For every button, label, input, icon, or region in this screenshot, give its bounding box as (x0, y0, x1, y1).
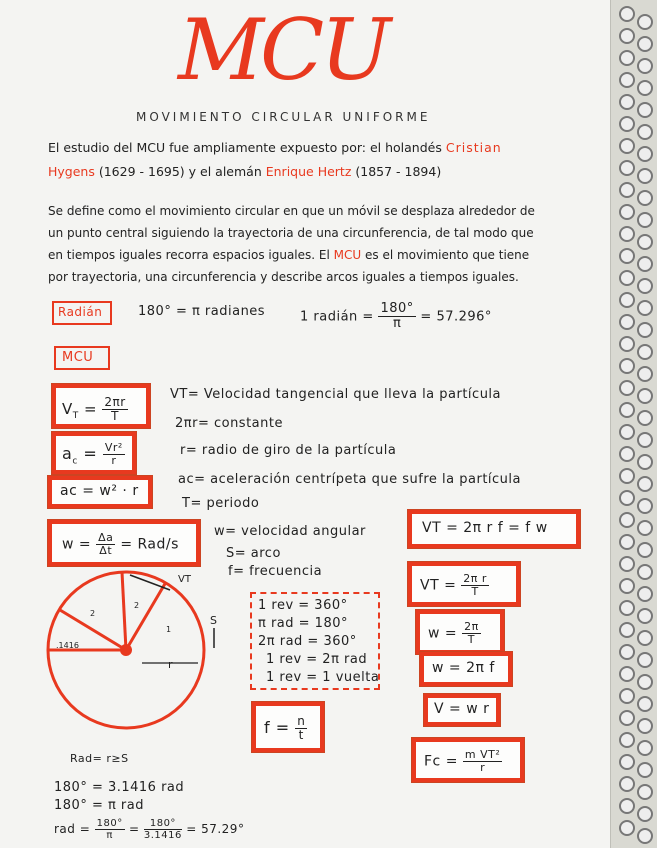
formula-r5: V = w r (434, 701, 490, 717)
definition-line-2: un punto central siguiendo la trayectoria de una circunferencia, de tal modo que (48, 226, 534, 240)
spiral-ring (619, 732, 635, 748)
conversion-box (250, 592, 380, 690)
spiral-ring (619, 204, 635, 220)
spiral-ring (619, 358, 635, 374)
spiral-ring (637, 366, 653, 382)
spiral-ring (637, 542, 653, 558)
spiral-ring (619, 446, 635, 462)
formula-r2-box (408, 562, 520, 606)
spiral-ring (619, 380, 635, 396)
spiral-ring (637, 278, 653, 294)
page-subtitle: MOVIMIENTO CIRCULAR UNIFORME (136, 110, 431, 124)
spiral-ring (619, 336, 635, 352)
spiral-ring (619, 50, 635, 66)
spiral-ring (619, 512, 635, 528)
spiral-ring (637, 234, 653, 250)
label-pi: .1416 (56, 641, 79, 650)
def-f: f= frecuencia (228, 564, 323, 579)
formula-r1: VT = 2π r f = f w (422, 520, 548, 536)
spiral-ring (619, 28, 635, 44)
spiral-ring (637, 432, 653, 448)
notebook-spiral-edge (610, 0, 657, 848)
spiral-ring (619, 666, 635, 682)
spiral-ring (619, 754, 635, 770)
label-1: 1 (166, 625, 172, 634)
spiral-ring (637, 146, 653, 162)
formula-r6: Fc = $\frac{\text{m VT²}}{r}$ (424, 748, 501, 775)
spiral-ring (619, 798, 635, 814)
radian-eq-2: 1 radián = $\frac{180^\circ}{\pi}$ = 57.296° (300, 301, 492, 332)
bottom-rad: Rad= r≥S (70, 752, 129, 765)
spiral-ring (637, 564, 653, 580)
definition-line-4: por trayectoria, una circunferencia y describe arcos iguales a tiempos iguales. (48, 270, 519, 284)
spiral-ring (637, 696, 653, 712)
formula-r1-box (408, 510, 580, 548)
def-ac: ac= aceleración centrípeta que sufre la partícula (178, 472, 521, 487)
formula-r3: w = $\frac{2\pi}{T}$ (428, 620, 479, 647)
formula-vt: $V_T$ = $\frac{2\pi r}{T}$ (62, 395, 126, 424)
def-r: r= radio de giro de la partícula (180, 443, 397, 458)
circle-center (120, 644, 132, 656)
def-s: S= arco (226, 546, 281, 561)
spiral-ring (637, 168, 653, 184)
spiral-ring (619, 6, 635, 22)
spiral-ring (637, 586, 653, 602)
spiral-ring (619, 72, 635, 88)
conversion-line-4: 1 rev = 2π rad (266, 652, 368, 667)
intro-line-2: Hygens (1629 - 1695) y el alemán Enrique Hertz (1857 - 1894) (48, 164, 442, 179)
formula-r4: w = 2π f (432, 660, 495, 676)
formula-ac2: ac = w² · r (60, 483, 139, 499)
spiral-ring (637, 718, 653, 734)
spiral-ring (619, 644, 635, 660)
spiral-ring (637, 300, 653, 316)
formula-r2: VT = $\frac{\text{2π r}}{T}$ (420, 572, 487, 599)
bottom-line-2: 180° = π rad (54, 798, 144, 813)
spiral-ring (637, 344, 653, 360)
spiral-ring (637, 762, 653, 778)
def-vt: VT= Velocidad tangencial que lleva la partícula (170, 387, 502, 402)
spiral-ring (637, 102, 653, 118)
label-r: r (168, 658, 173, 671)
spiral-ring (637, 124, 653, 140)
spiral-ring (619, 116, 635, 132)
spiral-ring (619, 402, 635, 418)
spiral-ring (637, 828, 653, 844)
spiral-ring (637, 410, 653, 426)
label-s: S (210, 614, 217, 627)
spiral-ring (619, 600, 635, 616)
definition-line-3: en tiempos iguales recorra espacios iguales. El MCU es el movimiento que tiene (48, 248, 530, 262)
definition-line-1: Se define como el movimiento circular en que un móvil se desplaza alrededor de (48, 204, 535, 218)
formula-w: w = $\frac{\Delta a}{\Delta t}$ = Rad/s (62, 531, 179, 558)
spiral-ring (619, 710, 635, 726)
spiral-ring (619, 248, 635, 264)
spiral-ring (637, 14, 653, 30)
radian-label-box (52, 301, 112, 325)
spiral-ring (637, 476, 653, 492)
conversion-line-3: 2π rad = 360° (258, 634, 357, 649)
label-2b: 2 (134, 601, 140, 610)
radius-line-topright (126, 582, 166, 650)
spiral-ring (637, 498, 653, 514)
spiral-ring (619, 556, 635, 572)
spiral-ring (619, 314, 635, 330)
spiral-ring (619, 94, 635, 110)
intro-line-1: El estudio del MCU fue ampliamente expuesto por: el holandés Cristian (48, 140, 502, 155)
formula-r4-box (420, 652, 512, 686)
radian-label: Radián (58, 305, 103, 319)
formula-r3-box (416, 610, 504, 654)
conversion-line-1: 1 rev = 360° (258, 598, 348, 613)
bottom-line-1: 180° = 3.1416 rad (54, 780, 185, 795)
spiral-ring (637, 674, 653, 690)
bottom-line-3: rad = $\frac{180^\circ}{\pi}$ = $\frac{180^\circ}{3.1416}$ = 57.29° (54, 818, 245, 841)
spiral-ring (619, 270, 635, 286)
def-2pir: 2πr= constante (175, 416, 283, 431)
spiral-ring (637, 256, 653, 272)
formula-f: f = $\frac{n}{t}$ (264, 714, 306, 743)
spiral-ring (637, 630, 653, 646)
page-title: MCU (178, 1, 388, 99)
spiral-ring (619, 468, 635, 484)
formula-vt-box (52, 384, 150, 428)
spiral-ring (619, 160, 635, 176)
formula-ac2-box (48, 476, 152, 508)
spiral-ring (637, 740, 653, 756)
formula-f-box (252, 702, 324, 752)
spiral-ring (637, 58, 653, 74)
label-2a: 2 (90, 609, 96, 618)
spiral-ring (637, 212, 653, 228)
spiral-ring (619, 424, 635, 440)
spiral-ring (637, 454, 653, 470)
conversion-line-2: π rad = 180° (258, 616, 348, 631)
spiral-ring (619, 578, 635, 594)
spiral-ring (619, 688, 635, 704)
circle-diagram (38, 560, 238, 750)
formula-ac1: $a_c$ = $\frac{\text{Vr²}}{r}$ (62, 441, 123, 468)
radius-line-top (122, 572, 126, 650)
conversion-line-5: 1 rev = 1 vuelta (266, 670, 380, 685)
radian-eq-1: 180° = π radianes (138, 304, 266, 319)
spiral-ring (637, 322, 653, 338)
spiral-ring (619, 622, 635, 638)
formula-r5-box (424, 694, 500, 726)
formula-ac1-box (52, 432, 136, 474)
spiral-ring (637, 190, 653, 206)
spiral-ring (619, 776, 635, 792)
formula-r6-box (412, 738, 524, 782)
spiral-ring (619, 820, 635, 836)
spiral-ring (637, 608, 653, 624)
def-t: T= periodo (182, 496, 260, 511)
spiral-ring (637, 652, 653, 668)
mcu-label: MCU (62, 350, 94, 365)
spiral-ring (637, 784, 653, 800)
spiral-ring (637, 520, 653, 536)
spiral-ring (619, 534, 635, 550)
def-w: w= velocidad angular (214, 524, 366, 539)
spiral-ring (619, 292, 635, 308)
spiral-ring (619, 138, 635, 154)
spiral-ring (637, 806, 653, 822)
spiral-ring (637, 388, 653, 404)
spiral-ring (619, 182, 635, 198)
spiral-ring (619, 226, 635, 242)
spiral-ring (619, 490, 635, 506)
spiral-ring (637, 36, 653, 52)
label-vt: VT (178, 574, 191, 585)
spiral-ring (637, 80, 653, 96)
mcu-label-box (54, 346, 110, 370)
